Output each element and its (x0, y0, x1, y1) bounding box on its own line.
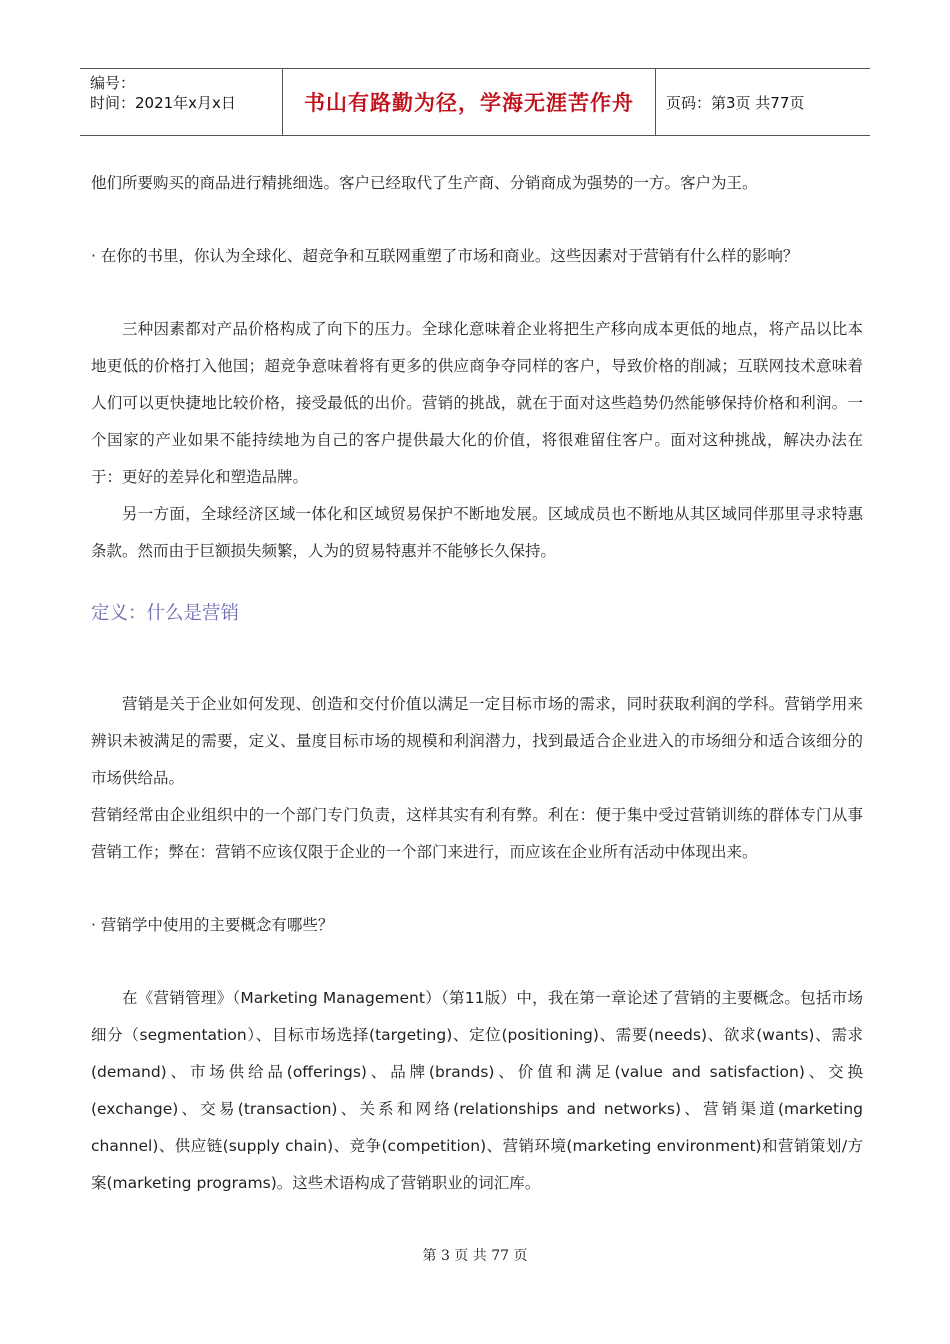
motto: 书山有路勤为径，学海无涯苦作舟 (304, 91, 634, 115)
document-body (91, 165, 863, 1202)
definition-paragraph: 营销是关于企业如何发现、创造和交付价值以满足一定目标市场的需求，同时获取利润的学科。营销学用来辨识未被满足的需要，定义、量度目标市场的规模和利润潜力，找到最适合企业进入的市场细分和适合该细分的市场供给品。 (91, 695, 863, 787)
page-footer: 第 3 页 共 77 页 (422, 1248, 528, 1264)
answer-paragraph-1: 三种因素都对产品价格构成了向下的压力。全球化意味着企业将把生产移向成本更低的地点，将产品以比本地更低的价格打入他国；超竞争意味着将有更多的供应商争夺同样的客户，导致价格的削减；互联网技术意味着人们可以更快捷地比较价格，接受最低的出价。营销的挑战，就在于面对这些趋势仍然能够保持价格和利润。一个国家的产业如果不能持续地为自己的客户提供最大化的价值，将很难留住客户。面对这种挑战，解决办法在于：更好的差异化和塑造品牌。 (91, 320, 863, 486)
spacer (91, 202, 863, 238)
spacer (91, 871, 863, 907)
department-paragraph: 营销经常由企业组织中的一个部门专门负责，这样其实有利有弊。利在：便于集中受过营销训练的群体专门从事营销工作；弊在：营销不应该仅限于企业的一个部门来进行，而应该在企业所有活动中体现出来。 (91, 806, 863, 861)
header-meta (80, 69, 283, 135)
date-label: 时间：2021年x月x日 (90, 94, 236, 112)
page-header (80, 68, 870, 136)
header-motto-cell (283, 69, 656, 135)
spacer (91, 944, 863, 980)
spacer (91, 275, 863, 311)
paragraph-continued: 他们所要购买的商品进行精挑细选。客户已经取代了生产商、分销商成为强势的一方。客户为王。 (91, 174, 758, 192)
answer-paragraph-2: 另一方面，全球经济区域一体化和区域贸易保护不断地发展。区域成员也不断地从其区域同伴那里寻求特惠条款。然而由于巨额损失频繁，人为的贸易特惠并不能够长久保持。 (91, 505, 863, 560)
section-heading: 定义：什么是营销 (91, 603, 240, 624)
question-2: · 营销学中使用的主要概念有哪些？ (91, 916, 334, 934)
spacer (91, 658, 863, 686)
question-1: · 在你的书里，你认为全球化、超竞争和互联网重塑了市场和商业。这些因素对于营销有什么样的影响？ (91, 247, 799, 265)
serial-label: 编号： (90, 74, 136, 92)
header-page-info (656, 69, 870, 135)
page-info: 页码：第3页 共77页 (666, 93, 805, 112)
concepts-paragraph: 在《营销管理》（Marketing Management）（第11版）中，我在第一章论述了营销的主要概念。包括市场细分（segmentation）、目标市场选择(targeting)、定位(positioning)、需要(needs)、欲求(wants)、需求(demand)、市场供给品(offerings)、品牌(brands)、价值和满足(value and satisfaction)、交换(exchange)、交易(transaction)、关系和网络(relationships and networks)、营销渠道(marketing channel)、供应链(supply chain)、竞争(competition)、营销环境(marketing environment)和营销策划/方案(marketing programs)。这些术语构成了营销职业的词汇库。 (91, 989, 863, 1192)
